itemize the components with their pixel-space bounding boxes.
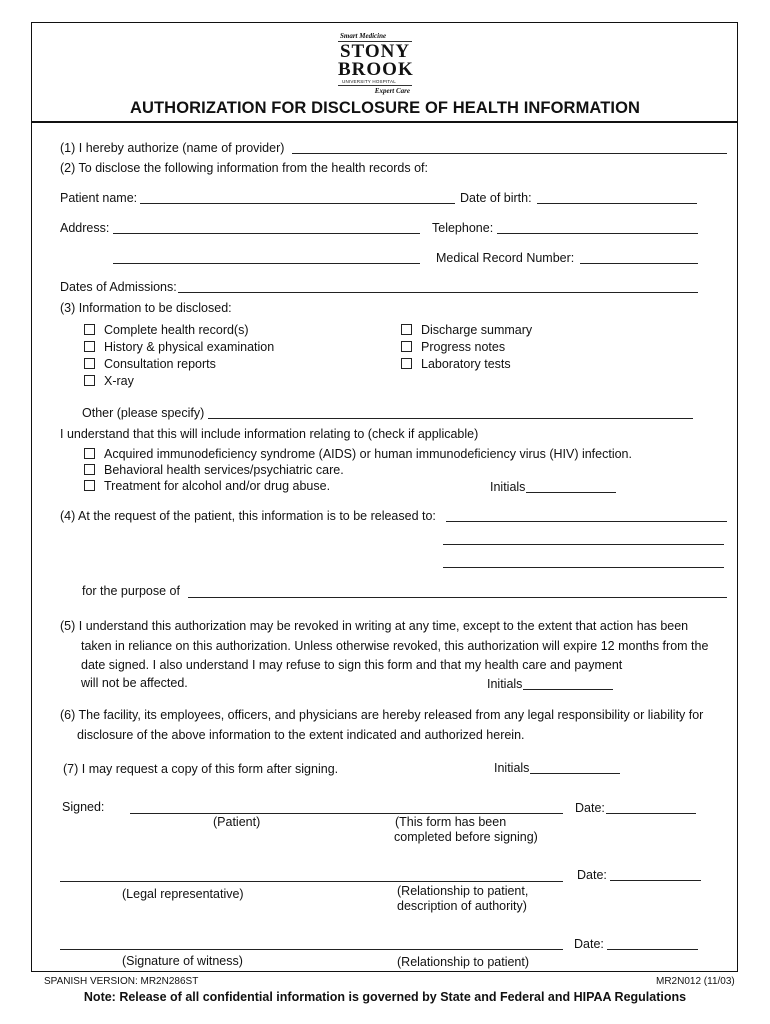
- section-5-line-4: will not be affected.: [81, 676, 188, 690]
- form-title: AUTHORIZATION FOR DISCLOSURE OF HEALTH INFORMATION: [129, 99, 641, 117]
- date-line-2[interactable]: [610, 880, 701, 881]
- telephone-label: Telephone:: [432, 221, 494, 235]
- form-code: MR2N012 (11/03): [656, 976, 735, 987]
- purpose-line[interactable]: [188, 597, 727, 598]
- witness-caption: (Signature of witness): [122, 954, 243, 968]
- dob-label: Date of birth:: [460, 191, 532, 205]
- section-7-label: (7) I may request a copy of this form after signing.: [63, 762, 339, 776]
- spanish-version: SPANISH VERSION: MR2N286ST: [44, 976, 199, 987]
- checkbox-behavioral-health[interactable]: Behavioral health services/psychiatric care.: [84, 463, 344, 477]
- dob-line[interactable]: [537, 203, 697, 204]
- section-3-label: (3) Information to be disclosed:: [60, 301, 232, 315]
- provider-name-line[interactable]: [292, 153, 727, 154]
- initials-label-2: Initials: [487, 677, 523, 691]
- section-5-line-1: (5) I understand this authorization may be revoked in writing at any time, except to the extent that action has been: [60, 619, 689, 633]
- patient-signature-line[interactable]: [130, 813, 563, 814]
- purpose-label: for the purpose of: [82, 584, 180, 598]
- section-5-line-3: date signed. I also understand I may refuse to sign this form and that my health care and payment: [81, 658, 623, 672]
- initials-line-2[interactable]: [523, 689, 613, 690]
- section-4-label: (4) At the request of the patient, this information is to be released to:: [60, 509, 436, 523]
- release-to-line-2[interactable]: [443, 544, 724, 545]
- date-label-3: Date:: [574, 937, 604, 951]
- address-line[interactable]: [113, 233, 420, 234]
- section-1-label: (1) I hereby authorize (name of provider): [60, 141, 285, 155]
- relationship-patient-caption: (Relationship to patient): [397, 955, 530, 969]
- form-note-1: (This form has been: [395, 815, 507, 829]
- hipaa-note: Note: Release of all confidential information is governed by State and Federal and HIPAA Regulations: [83, 990, 687, 1004]
- telephone-line[interactable]: [497, 233, 698, 234]
- checkbox-history-physical[interactable]: History & physical examination: [84, 340, 274, 354]
- address-label: Address:: [60, 221, 110, 235]
- checkbox-complete-record[interactable]: Complete health record(s): [84, 323, 249, 337]
- section-2-label: (2) To disclose the following information from the health records of:: [60, 161, 429, 175]
- logo-word-brook: BROOK: [338, 59, 414, 80]
- date-line-3[interactable]: [607, 949, 698, 950]
- checkbox-alcohol-drug[interactable]: Treatment for alcohol and/or drug abuse.: [84, 479, 330, 493]
- checkbox-aids-hiv[interactable]: Acquired immunodeficiency syndrome (AIDS) or human immunodeficiency virus (HIV) infection.: [84, 447, 632, 461]
- patient-name-label: Patient name:: [60, 191, 138, 205]
- logo-tagline-top: Smart Medicine: [340, 32, 387, 40]
- mrn-line[interactable]: [580, 263, 698, 264]
- other-label: Other (please specify): [82, 406, 205, 420]
- section-6-line-1: (6) The facility, its employees, officers, and physicians are hereby released from any legal responsibility or liability for: [60, 708, 704, 722]
- understand-heading: I understand that this will include information relating to (check if applicable): [60, 427, 479, 441]
- checkbox-consultation[interactable]: Consultation reports: [84, 357, 216, 371]
- other-line[interactable]: [208, 418, 693, 419]
- admissions-label: Dates of Admissions:: [60, 280, 177, 294]
- checkbox-progress-notes[interactable]: Progress notes: [401, 340, 505, 354]
- section-6-line-2: disclosure of the above information to the extent indicated and authorized herein.: [77, 728, 525, 742]
- admissions-line[interactable]: [178, 292, 698, 293]
- date-label-1: Date:: [575, 801, 605, 815]
- witness-signature-line[interactable]: [60, 949, 563, 950]
- date-label-2: Date:: [577, 868, 607, 882]
- header-divider: [31, 121, 738, 123]
- patient-caption: (Patient): [213, 815, 261, 829]
- form-note-2: completed before signing): [394, 830, 538, 844]
- initials-label-3: Initials: [494, 761, 530, 775]
- stony-brook-logo: [338, 32, 414, 95]
- logo-word-stony: STONY: [339, 41, 411, 62]
- relationship-caption-1: (Relationship to patient,: [397, 884, 529, 898]
- release-to-line-1[interactable]: [446, 521, 727, 522]
- date-line-1[interactable]: [606, 813, 696, 814]
- checkbox-xray[interactable]: X-ray: [84, 374, 134, 388]
- relationship-caption-2: description of authority): [397, 899, 527, 913]
- section-5-line-2: taken in reliance on this authorization. Unless otherwise revoked, this authorization will expire 12 months from the: [81, 639, 709, 653]
- legal-rep-caption: (Legal representative): [122, 887, 244, 901]
- initials-line-3[interactable]: [530, 773, 620, 774]
- logo-tagline-bottom: Expert Care: [374, 87, 410, 95]
- initials-line-1[interactable]: [526, 492, 616, 493]
- signed-label: Signed:: [62, 800, 105, 814]
- checkbox-lab-tests[interactable]: Laboratory tests: [401, 357, 511, 371]
- release-to-line-3[interactable]: [443, 567, 724, 568]
- checkbox-discharge-summary[interactable]: Discharge summary: [401, 323, 532, 337]
- mrn-label: Medical Record Number:: [436, 251, 575, 265]
- address-line-2[interactable]: [113, 263, 420, 264]
- logo-hospital: UNIVERSITY HOSPITAL: [342, 79, 396, 84]
- legal-rep-signature-line[interactable]: [60, 881, 563, 882]
- initials-label-1: Initials: [490, 480, 526, 494]
- patient-name-line[interactable]: [140, 203, 455, 204]
